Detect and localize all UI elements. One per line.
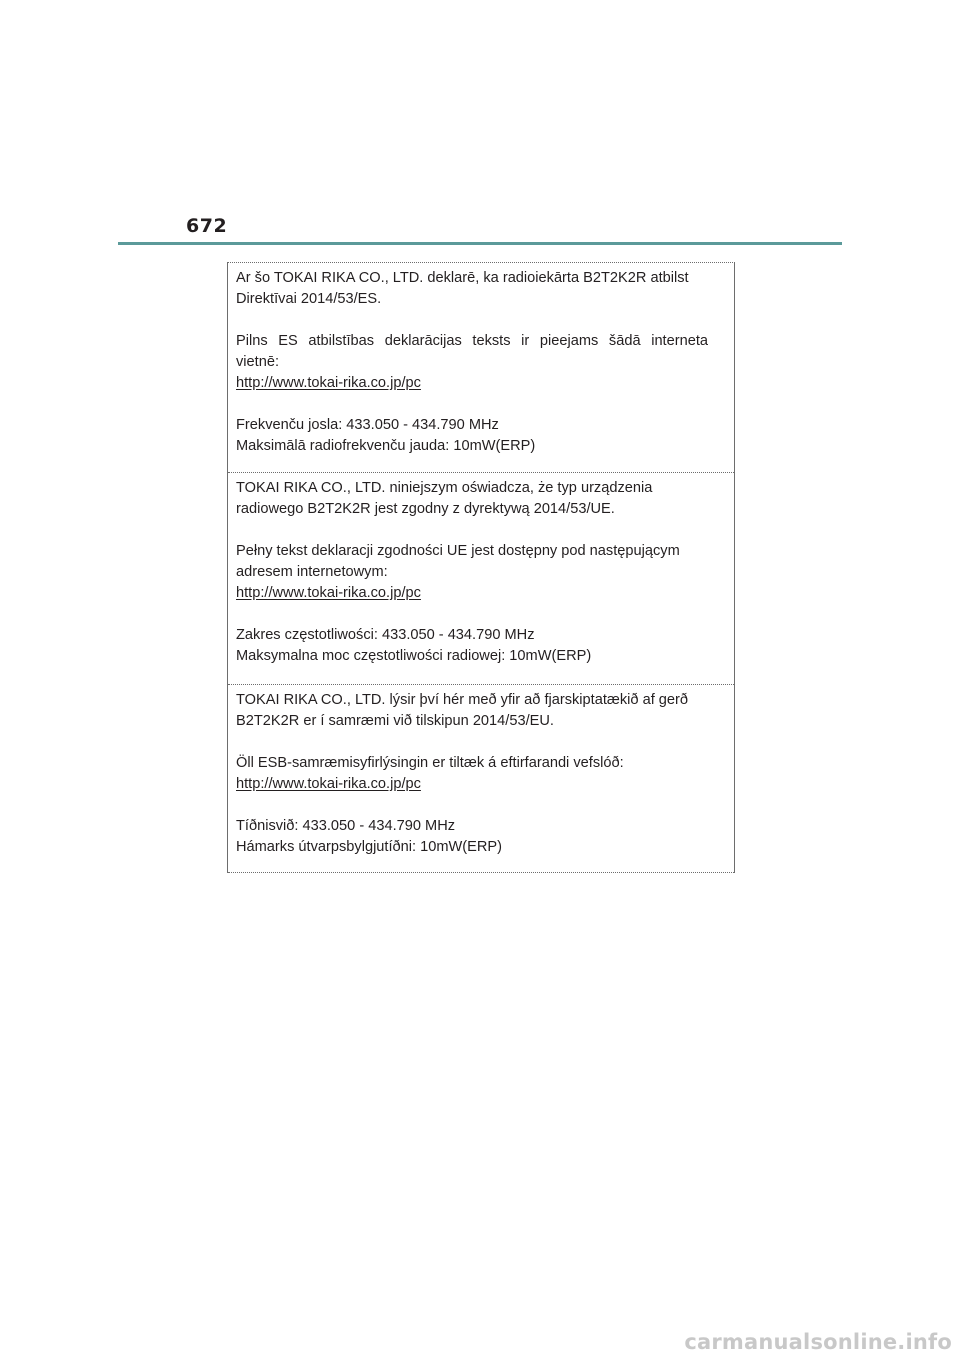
declaration-section-latvian <box>228 263 734 473</box>
fulltext-availability-line: Öll ESB-samræmisyfirlýsingin er tiltæk á eftirfarandi vefslóð: <box>236 755 624 771</box>
fulltext-availability-line: Pilns ES atbilstības deklarācijas teksts ir pieejams šādā interneta <box>236 333 708 349</box>
declaration-section-polish <box>228 473 734 685</box>
header-rule <box>118 242 842 245</box>
max-power-text: Maksymalna moc częstotliwości radiowej: 10mW(ERP) <box>236 648 592 664</box>
fulltext-availability-line: adresem internetowym: <box>236 564 388 580</box>
declaration-text-line: Direktīvai 2014/53/ES. <box>236 291 382 307</box>
frequency-band-text: Tíðnisvið: 433.050 - 434.790 MHz <box>236 818 456 834</box>
declaration-text-line: Ar šo TOKAI RIKA CO., LTD. deklarē, ka radioiekārta B2T2K2R atbilst <box>236 270 689 286</box>
declaration-url-link[interactable]: http://www.tokai-rika.co.jp/pc <box>236 375 421 391</box>
watermark: carmanualsonline.info <box>684 1330 952 1354</box>
declaration-section-icelandic <box>228 685 734 873</box>
frequency-band-text: Zakres częstotliwości: 433.050 - 434.790 MHz <box>236 627 535 643</box>
page-number: 672 <box>186 215 228 237</box>
frequency-band-text: Frekvenču josla: 433.050 - 434.790 MHz <box>236 417 499 433</box>
max-power-text: Maksimālā radiofrekvenču jauda: 10mW(ERP) <box>236 438 536 454</box>
declaration-url-link[interactable]: http://www.tokai-rika.co.jp/pc <box>236 585 421 601</box>
fulltext-availability-line: vietnē: <box>236 354 279 370</box>
declaration-table <box>227 262 735 873</box>
declaration-text-line: TOKAI RIKA CO., LTD. lýsir því hér með yfir að fjarskiptatækið af gerð <box>236 692 689 708</box>
declaration-url-link[interactable]: http://www.tokai-rika.co.jp/pc <box>236 776 421 792</box>
max-power-text: Hámarks útvarpsbylgjutíðni: 10mW(ERP) <box>236 839 503 855</box>
declaration-text-line: B2T2K2R er í samræmi við tilskipun 2014/53/EU. <box>236 713 554 729</box>
fulltext-availability-line: Pełny tekst deklaracji zgodności UE jest dostępny pod następującym <box>236 543 680 559</box>
declaration-text-line: TOKAI RIKA CO., LTD. niniejszym oświadcza, że typ urządzenia <box>236 480 653 496</box>
declaration-text-line: radiowego B2T2K2R jest zgodny z dyrektywą 2014/53/UE. <box>236 501 615 517</box>
